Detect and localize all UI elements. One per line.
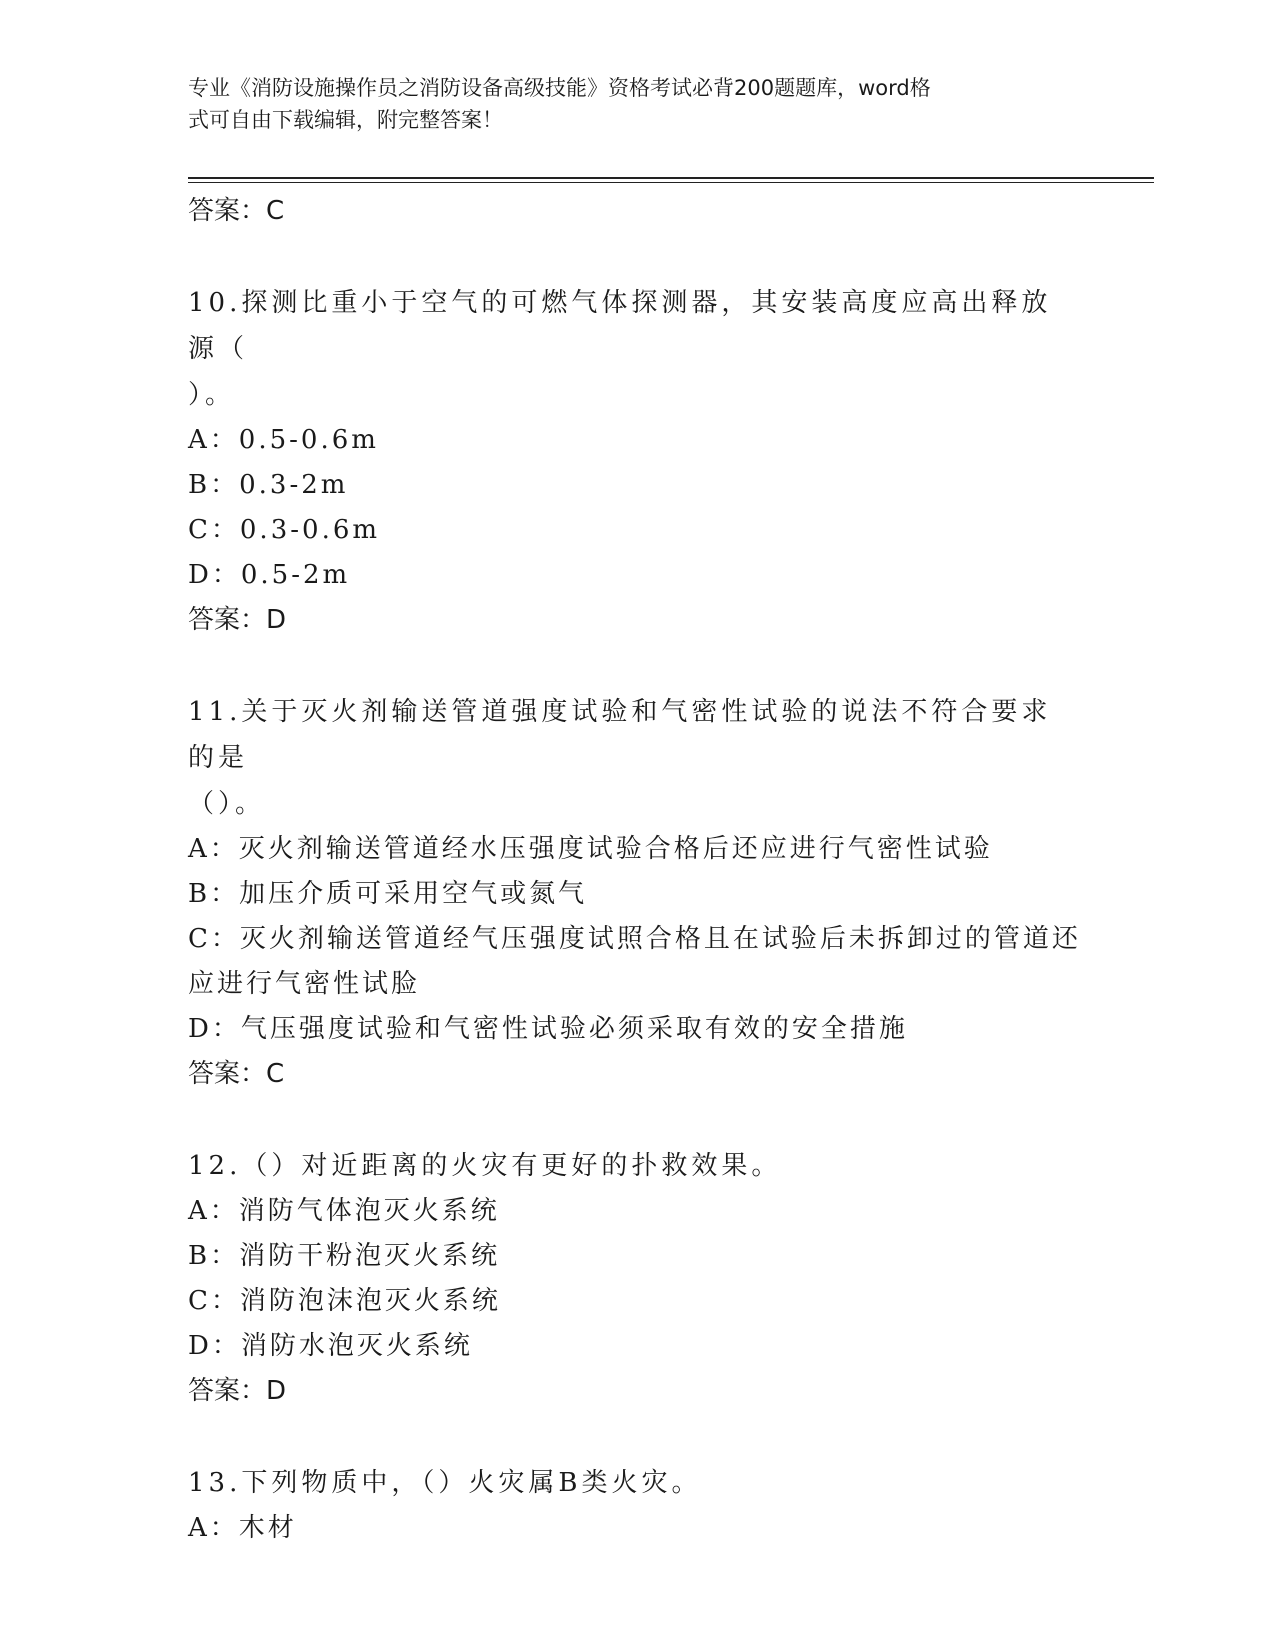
question-12-option-c: C：消防泡沫泡灭火系统 (188, 1286, 501, 1316)
question-11-stem-line-1: 11.关于灭火剂输送管道强度试验和气密性试验的说法不符合要求的是 (188, 697, 1052, 773)
answer-q12: 答案：D (188, 1376, 287, 1406)
question-11-option-d: D：气压强度试验和气密性试验必须采取有效的安全措施 (188, 1014, 908, 1044)
question-12-option-d: D：消防水泡灭火系统 (188, 1331, 473, 1361)
header-line-1: 专业《消防设施操作员之消防设备高级技能》资格考试必背200题题库，word格 (188, 76, 931, 100)
question-11-option-c-line-1: C：灭火剂输送管道经气压强度试照合格且在试验后未拆卸过的管道还 (188, 924, 1081, 954)
question-10-stem-line-2: ）。 (188, 380, 236, 410)
question-13 (188, 1460, 1078, 1551)
answer-q9: 答案：C (188, 196, 285, 226)
header-divider-thick (188, 177, 1154, 179)
question-11 (188, 689, 1081, 1097)
question-10-option-c: C：0.3-0.6m (188, 515, 381, 545)
question-12-option-b: B：消防干粉泡灭火系统 (188, 1241, 501, 1271)
header-divider-thin (188, 182, 1154, 183)
question-11-option-a: A：灭火剂输送管道经水压强度试验合格后还应进行气密性试验 (188, 834, 993, 864)
answer-q11: 答案：C (188, 1059, 285, 1089)
question-13-option-a: A：木材 (188, 1513, 297, 1543)
question-11-option-c-line-2: 应进行气密性试脸 (188, 969, 421, 999)
question-10-option-b: B：0.3-2m (188, 470, 349, 500)
question-12-option-a: A：消防气体泡灭火系统 (188, 1196, 500, 1226)
answer-q10: 答案：D (188, 605, 287, 635)
question-10-stem-line-1: 10.探测比重小于空气的可燃气体探测器，其安装高度应高出释放源（ (188, 288, 1052, 364)
spacer (188, 234, 1078, 280)
question-13-stem: 13.下列物质中，（）火灾属B类火灾。 (188, 1468, 702, 1498)
question-12-stem: 12.（）对近距离的火灾有更好的扑救效果。 (188, 1151, 782, 1181)
question-10-option-a: A：0.5-0.6m (188, 425, 379, 455)
header-line-2: 式可自由下载编辑，附完整答案！ (188, 108, 503, 132)
question-11-stem-line-2: （）。 (188, 789, 266, 819)
spacer (188, 643, 1078, 689)
question-11-option-b: B：加压介质可采用空气或氮气 (188, 879, 588, 909)
spacer (188, 1097, 1078, 1143)
question-10-option-d: D：0.5-2m (188, 560, 351, 590)
spacer (188, 1414, 1078, 1460)
question-12 (188, 1143, 1078, 1414)
question-10 (188, 280, 1078, 643)
page-header (188, 72, 1088, 136)
question-content (188, 189, 1081, 1551)
